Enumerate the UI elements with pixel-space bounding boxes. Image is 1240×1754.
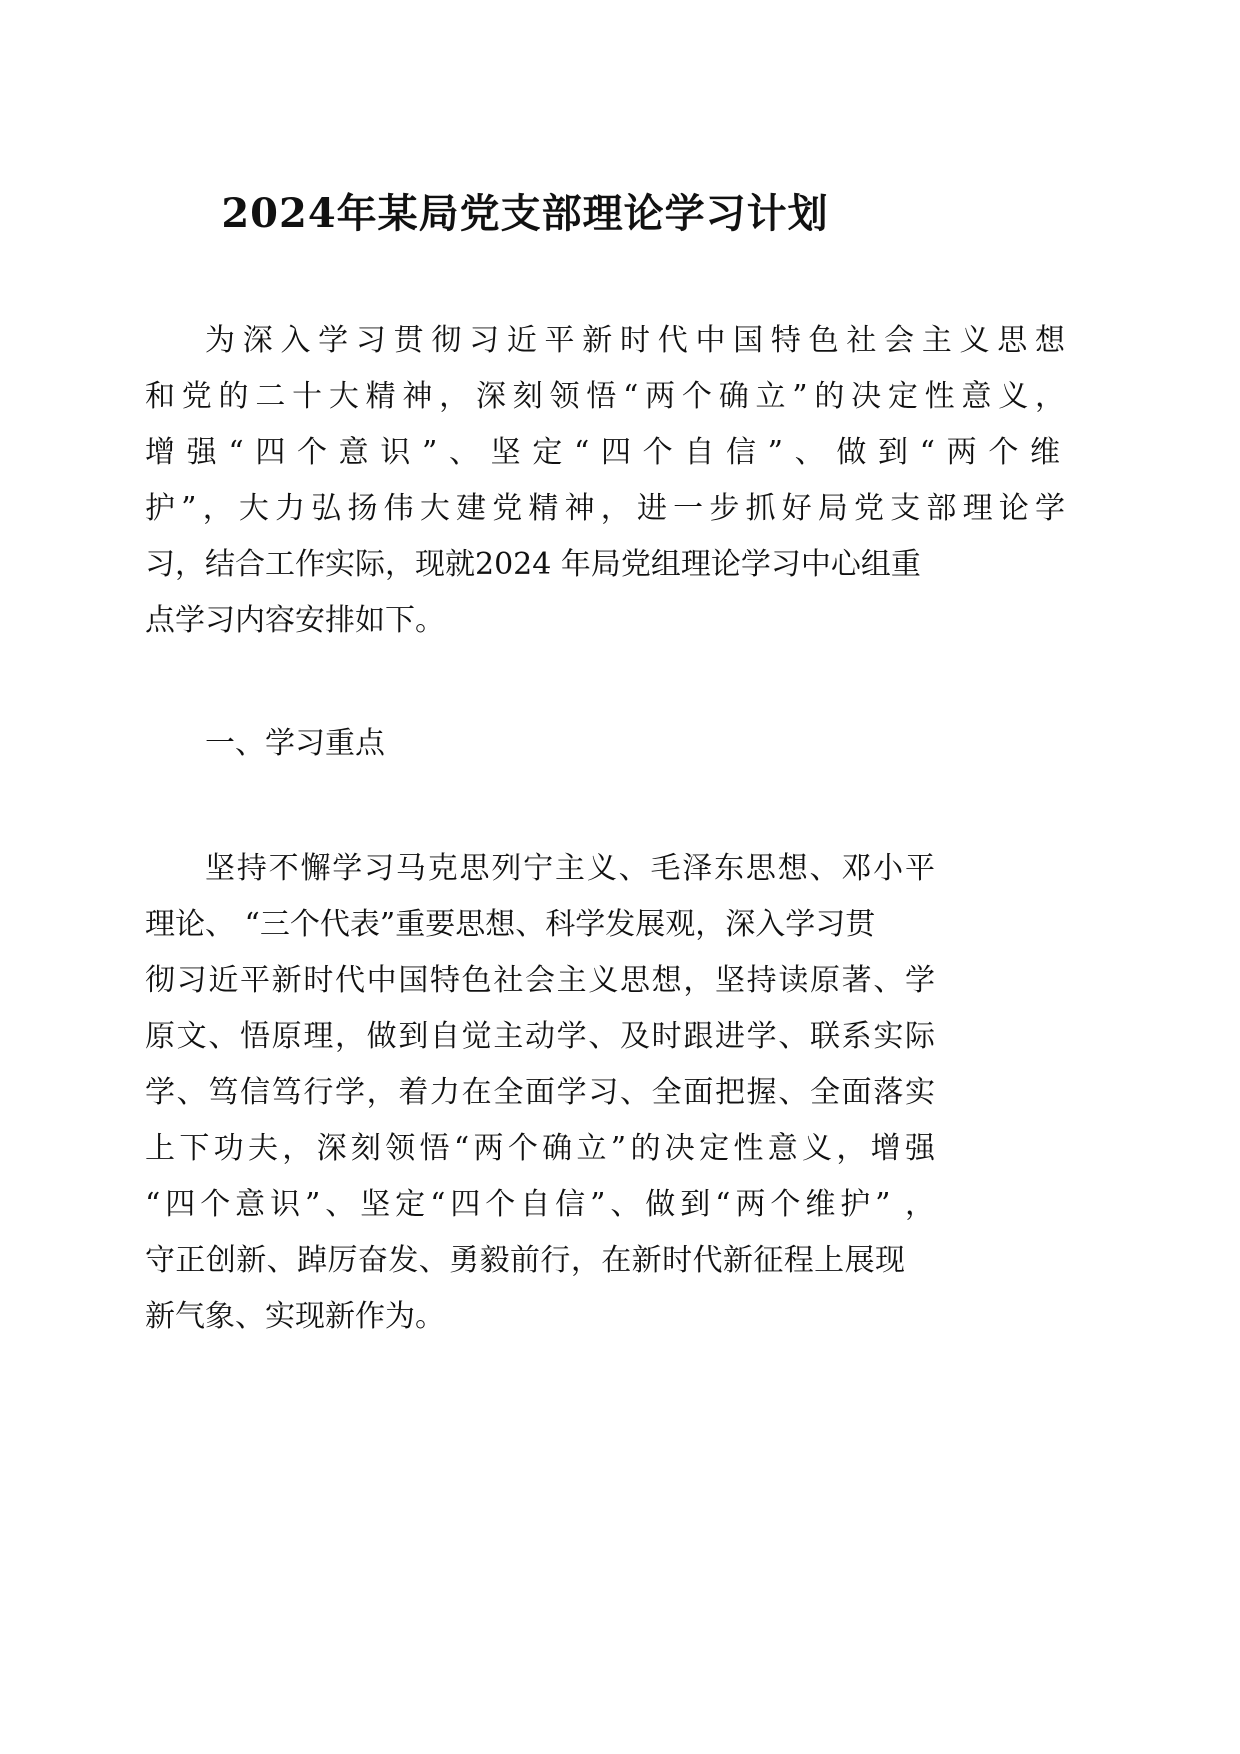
section-line-9: 新气象、实现新作为。 <box>145 1299 445 1334</box>
intro-line-1: 为深入学习贯彻习近平新时代中国特色社会主义思想 <box>205 323 1065 358</box>
section-line-1: 坚持不懈学习马克思列宁主义、毛泽东思想、邓小平 <box>205 851 935 886</box>
section-heading: 一、学习重点 <box>205 726 385 761</box>
section-line-7: “四个意识”、坚定“四个自信”、做到“两个维护” ， <box>145 1187 935 1222</box>
section-line-2: 理论、 “三个代表”重要思想、科学发展观，深入学习贯 <box>145 907 876 942</box>
section-line-6: 上下功夫，深刻领悟“两个确立”的决定性意义，增强 <box>145 1131 935 1166</box>
intro-line-5: 习，结合工作实际，现就2024 年局党组理论学习中心组重 <box>145 547 921 582</box>
document-title: 2024年某局党支部理论学习计划 <box>221 190 829 237</box>
section-line-5: 学、笃信笃行学，着力在全面学习、全面把握、全面落实 <box>145 1075 935 1110</box>
intro-line-4: 护”，大力弘扬伟大建党精神，进一步抓好局党支部理论学 <box>145 491 1065 526</box>
intro-line-3: 增强“四个意识”、坚定“四个自信”、做到“两个维 <box>145 435 1060 470</box>
section-line-4: 原文、悟原理，做到自觉主动学、及时跟进学、联系实际 <box>145 1019 935 1054</box>
section-line-3: 彻习近平新时代中国特色社会主义思想，坚持读原著、学 <box>145 963 935 998</box>
intro-line-2: 和党的二十大精神，深刻领悟“两个确立”的决定性意义， <box>145 379 1065 414</box>
intro-line-6: 点学习内容安排如下。 <box>145 603 445 638</box>
section-line-8: 守正创新、踔厉奋发、勇毅前行，在新时代新征程上展现 <box>145 1243 905 1278</box>
